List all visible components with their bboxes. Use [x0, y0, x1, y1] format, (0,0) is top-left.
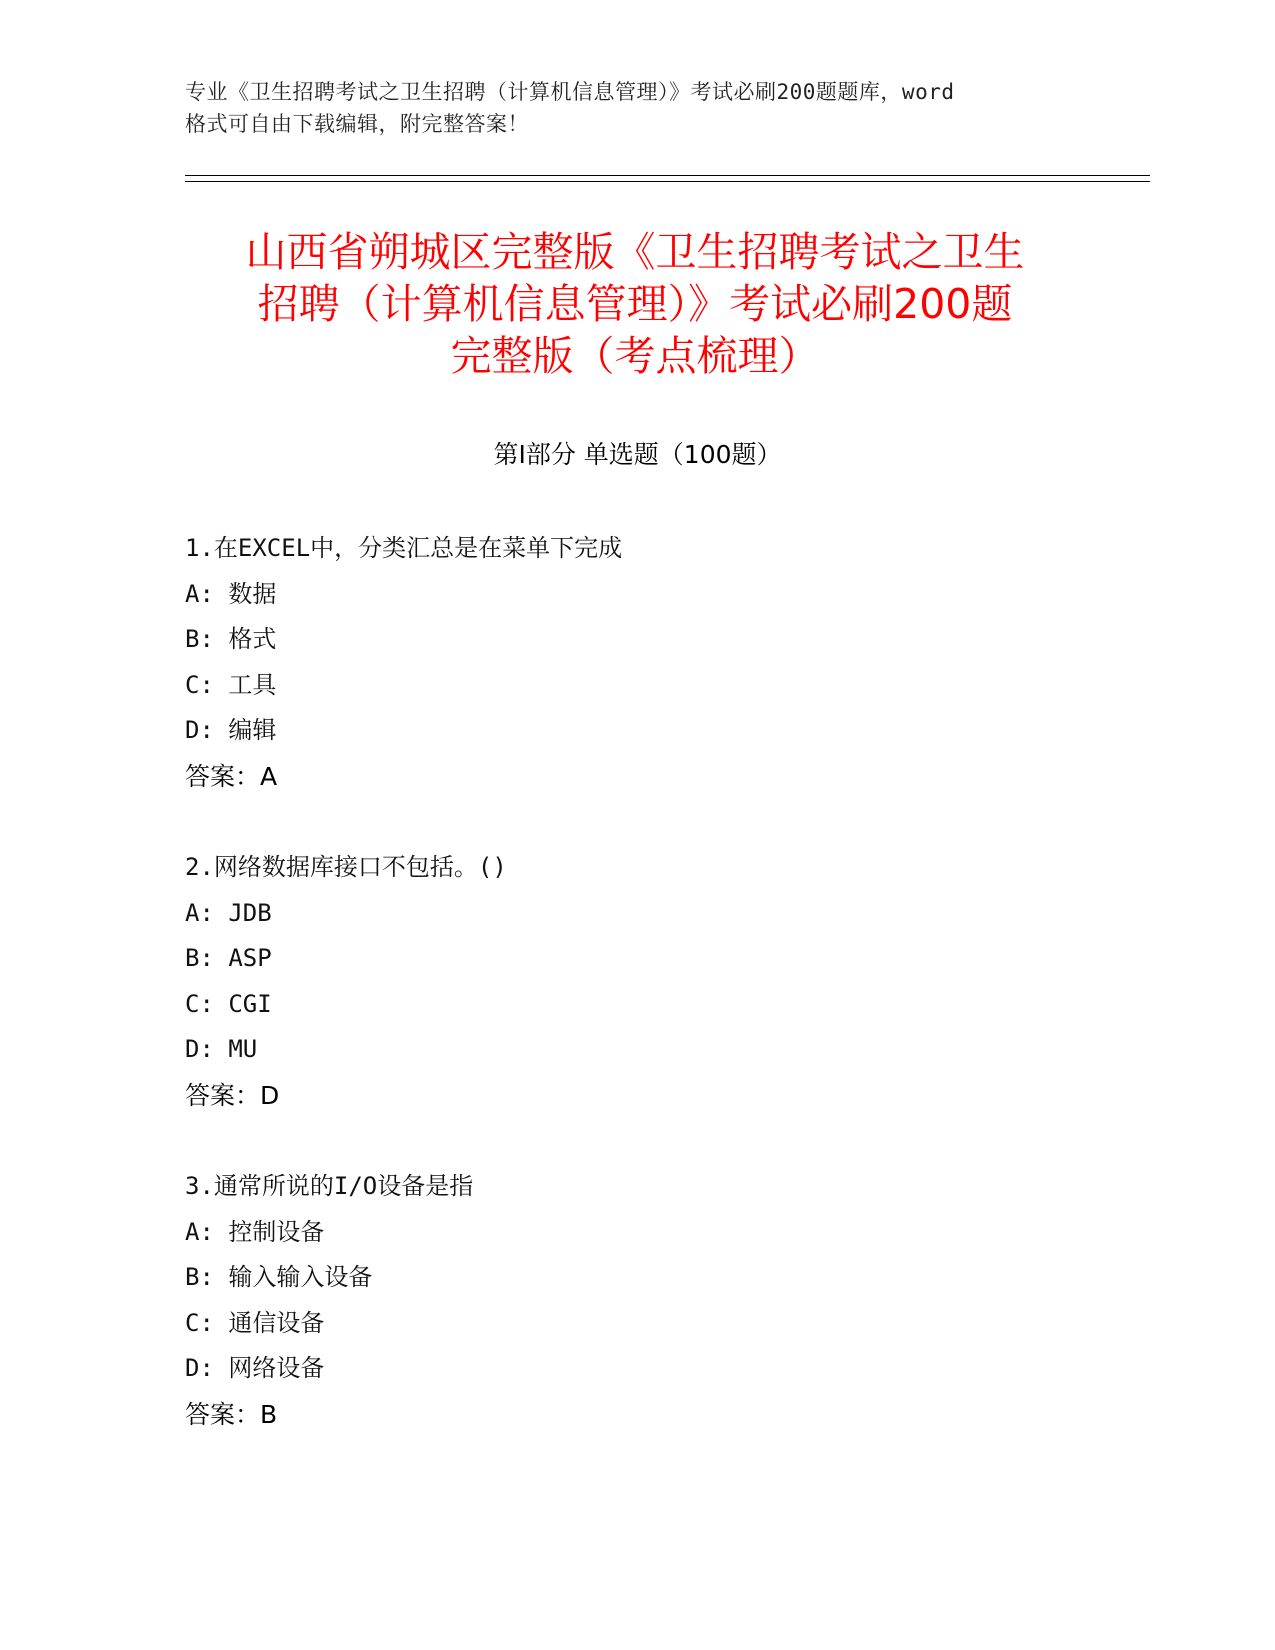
option-d: D: MU: [185, 1035, 258, 1063]
option-c: C: 通信设备: [185, 1308, 325, 1337]
document-title: [195, 226, 1075, 382]
document-title-line-1: 山西省朔城区完整版《卫生招聘考试之卫生: [245, 228, 1025, 276]
question-stem: 1.在EXCEL中，分类汇总是在菜单下完成: [185, 534, 623, 562]
option-d: D: 编辑: [185, 716, 277, 744]
option-d: D: 网络设备: [185, 1354, 325, 1382]
document-title-line-3: 完整版（考点梳理）: [450, 332, 820, 380]
answer: 答案：A: [185, 761, 278, 791]
option-a: A: 控制设备: [185, 1217, 325, 1246]
header-rule-top: [185, 175, 1150, 176]
question-3: [185, 1164, 1085, 1437]
header-note-line-1: 专业《卫生招聘考试之卫生招聘（计算机信息管理）》考试必刷200题题库，word: [185, 80, 955, 104]
option-b: B: 格式: [185, 625, 277, 653]
header-note-line-2: 格式可自由下载编辑，附完整答案！: [185, 112, 529, 136]
question-2: [185, 845, 1085, 1118]
option-c: C: CGI: [185, 989, 272, 1018]
question-stem: 3.通常所说的I/O设备是指: [185, 1172, 474, 1200]
answer: 答案：D: [185, 1080, 280, 1110]
question-1: [185, 526, 1085, 799]
header-note: [185, 76, 1085, 140]
option-b: B: ASP: [185, 944, 272, 972]
section-heading: 第Ⅰ部分 单选题（100题）: [493, 440, 782, 469]
option-c: C: 工具: [185, 670, 277, 699]
document-title-line-2: 招聘（计算机信息管理）》考试必刷200题: [257, 280, 1013, 328]
question-stem: 2.网络数据库接口不包括。(): [185, 853, 507, 881]
option-a: A: 数据: [185, 579, 277, 608]
answer: 答案：B: [185, 1399, 278, 1429]
option-a: A: JDB: [185, 898, 272, 927]
header-rule-bottom: [185, 181, 1150, 182]
option-b: B: 输入输入设备: [185, 1263, 373, 1291]
